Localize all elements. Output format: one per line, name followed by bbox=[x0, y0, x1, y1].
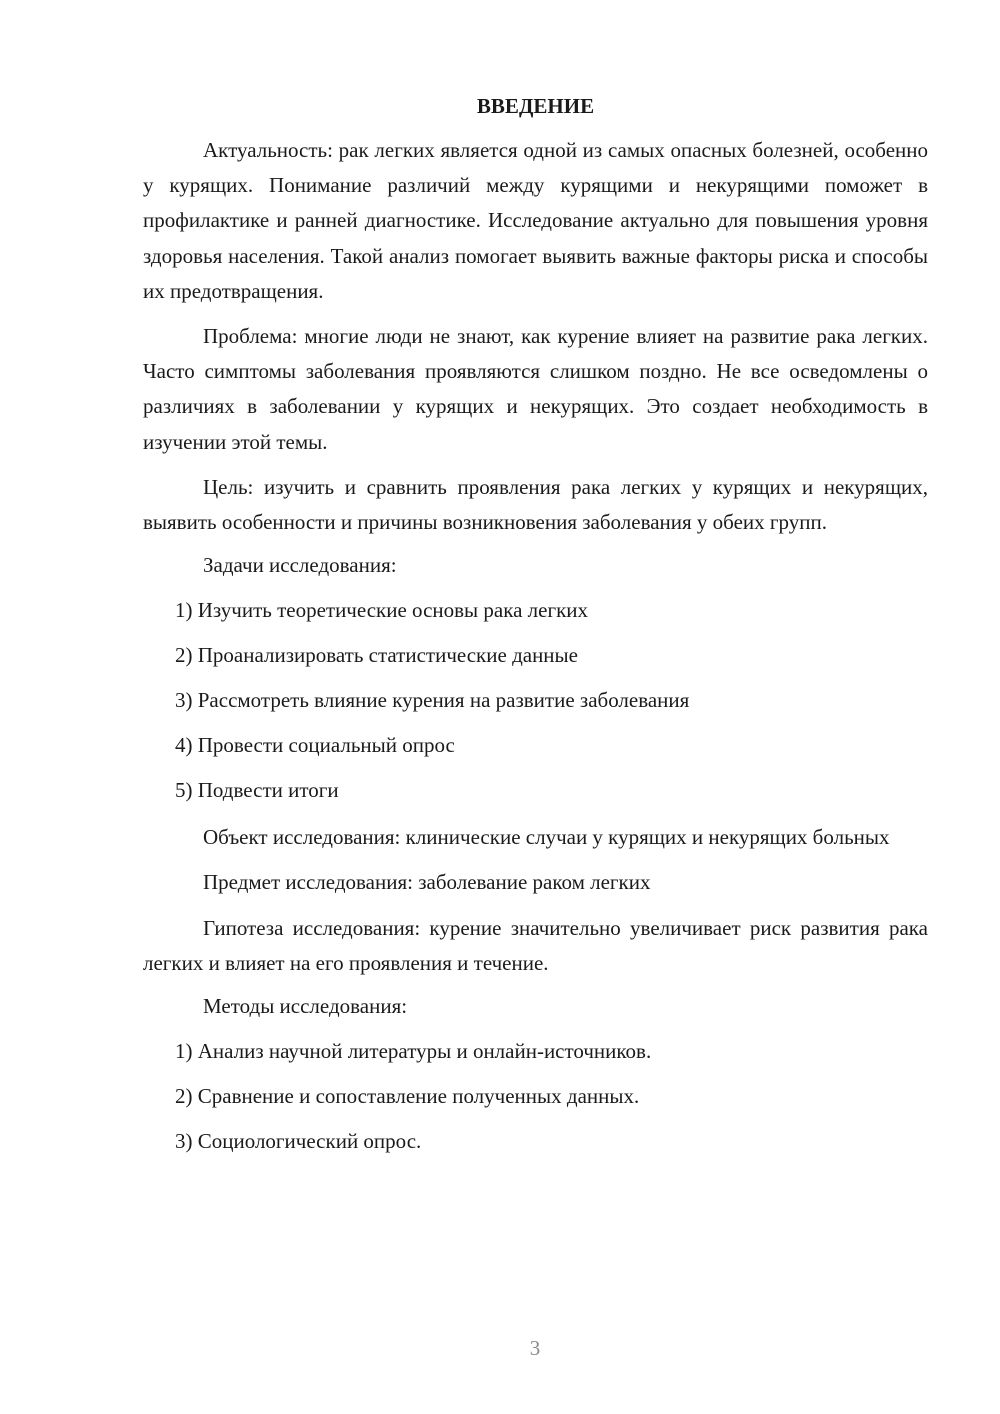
page-number: 3 bbox=[529, 1336, 541, 1360]
task-item: 4) Провести социальный опрос bbox=[175, 733, 455, 758]
hypothesis-paragraph: Гипотеза исследования: курение значительно увеличивает риск развития рака легких и влияет на его проявления и течение. bbox=[143, 915, 928, 975]
tasks-heading: Задачи исследования: bbox=[203, 553, 397, 578]
subject-paragraph: Предмет исследования: заболевание раком легких bbox=[203, 870, 651, 895]
method-item: 1) Анализ научной литературы и онлайн-источников. bbox=[175, 1039, 652, 1064]
problem-paragraph: Проблема: многие люди не знают, как курение влияет на развитие рака легких. Часто симптомы заболевания проявляются слишком поздно. Не все осведомлены о различиях в заболевании у курящих и некурящих. Это создает необходимость в изучении этой темы. bbox=[143, 324, 928, 454]
task-item: 1) Изучить теоретические основы рака легких bbox=[175, 598, 589, 623]
task-item: 2) Проанализировать статистические данные bbox=[175, 643, 578, 668]
object-paragraph: Объект исследования: клинические случаи у курящих и некурящих больных bbox=[203, 825, 890, 850]
document-page bbox=[143, 92, 928, 1171]
relevance-paragraph: Актуальность: рак легких является одной из самых опасных болезней, особенно у курящих. Понимание различий между курящими и некурящими поможет в профилактике и ранней диагностике. Исследование актуально для повышения уровня здоровья населения. Такой анализ помогает выявить важные факторы риска и способы их предотвращения. bbox=[143, 138, 928, 303]
goal-paragraph: Цель: изучить и сравнить проявления рака легких у курящих и некурящих, выявить особенности и причины возникновения заболевания у обеих групп. bbox=[143, 474, 928, 535]
section-title: ВВЕДЕНИЕ bbox=[476, 94, 595, 118]
task-item: 3) Рассмотреть влияние курения на развитие заболевания bbox=[175, 688, 690, 713]
method-item: 2) Сравнение и сопоставление полученных данных. bbox=[175, 1084, 640, 1109]
task-item: 5) Подвести итоги bbox=[175, 778, 339, 803]
methods-heading: Методы исследования: bbox=[203, 994, 408, 1019]
method-item: 3) Социологический опрос. bbox=[175, 1129, 422, 1154]
